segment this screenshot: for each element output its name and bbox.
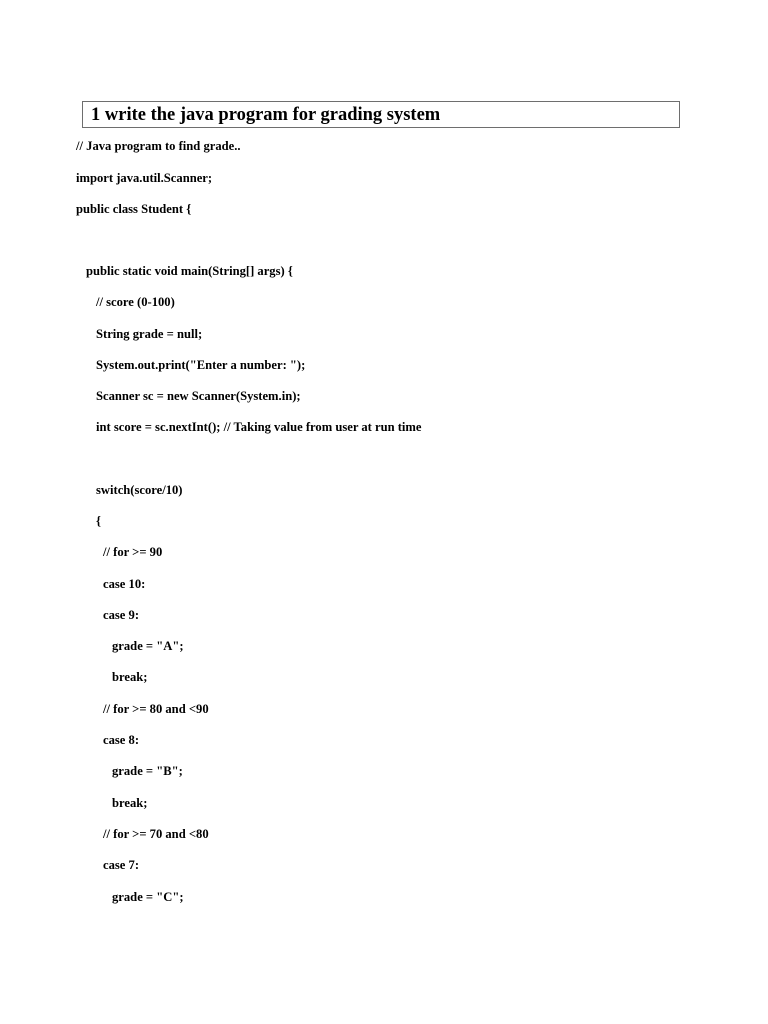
code-line: // for >= 70 and <80 [103,827,209,841]
page-title: 1 write the java program for grading system [91,105,441,125]
code-line: break; [112,670,148,684]
code-line: // Java program to find grade.. [76,139,241,153]
code-line: import java.util.Scanner; [76,171,213,185]
heading-box [82,101,680,128]
code-line: String grade = null; [96,327,203,341]
code-line: break; [112,796,148,810]
code-line: switch(score/10) [96,483,183,497]
code-line: grade = "A"; [112,639,184,653]
code-line: public class Student { [76,202,192,216]
code-line: case 7: [103,858,140,872]
code-line: grade = "B"; [112,764,183,778]
code-line: { [96,514,101,528]
code-line: public static void main(String[] args) { [86,264,293,278]
code-line: case 10: [103,577,146,591]
code-line: grade = "C"; [112,890,184,904]
code-line: // score (0-100) [96,295,175,309]
code-line: Scanner sc = new Scanner(System.in); [96,389,301,403]
code-line: System.out.print("Enter a number: "); [96,358,306,372]
code-line: // for >= 90 [103,545,163,559]
code-line: // for >= 80 and <90 [103,702,209,716]
code-line: int score = sc.nextInt(); // Taking value from user at run time [96,420,422,434]
code-line: case 8: [103,733,140,747]
code-line: case 9: [103,608,140,622]
